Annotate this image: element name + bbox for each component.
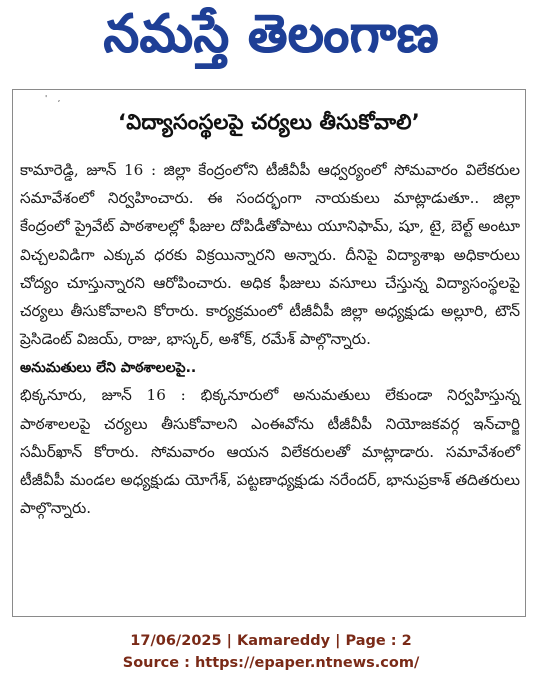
- masthead-title: నమస్తే తెలంగాణ: [103, 2, 439, 64]
- article-paragraph-2: భిక్కనూరు, జూన్ 16 : భిక్కనూరులో అనుమతులు లేకుండా నిర్వహిస్తున్న పాఠశాలలపై చర్యలు తీసుకోవాలని ఎంఈవోను టీజీవీపీ నియోజకవర్గ ఇన్‌చార్జి సమీర్‌ఖాన్ కోరారు. సోమవారం ఆయన విలేకరులతో మాట్లాడారు. సమావేశంలో టీజీవీపీ మండల అధ్యక్షుడు యోగేశ్, పట్టణాధ్యక్షుడు నరేందర్, భానుప్రకాశ్ తదితరులు పాల్గొన్నారు.: [20, 386, 520, 518]
- article-subheading: అనుమతులు లేని పాఠశాలలపై..: [20, 360, 197, 377]
- article-headline: ‘విద్యాసంస్థలపై చర్యలు తీసుకోవాలి’: [118, 110, 420, 134]
- footer-source-link[interactable]: Source : https://epaper.ntnews.com/: [122, 655, 420, 671]
- clipping-edge-mark: ' ,: [45, 94, 65, 103]
- article-body: [20, 156, 520, 522]
- article-paragraph-1: కామారెడ్డి, జూన్ 16 : జిల్లా కేంద్రంలోని టీజీవీపీ ఆధ్వర్యంలో సోమవారం విలేకరుల సమావేశంలో నిర్వహించారు. ఈ సందర్భంగా నాయకులు మాట్లాడుతూ.. జిల్లా కేంద్రంలో ప్రైవేట్ పాఠశాలల్లో ఫీజుల దోపిడీతోపాటు యూనిఫామ్, షూ, టై, బెల్ట్ అంటూ విచ్చలవిడిగా ఎక్కువ ధరకు విక్రయిన్నారని అన్నారు. దీనిపై విద్యాశాఖ అధికారులు చోద్యం చూస్తున్నారని ఆరోపించారు. అధిక ఫీజులు వసూలు చేస్తున్న విద్యాసంస్థలపై చర్యలు తీసుకోవాలని కోరారు. కార్యక్రమంలో టీజీవీపీ జిల్లా అధ్యక్షుడు అల్లూరి, టౌన్ ప్రెసిడెంట్ విజయ్, రాజు, భాస్కర్, అశోక్, రమేశ్ పాల్గొన్నారు.: [20, 161, 520, 349]
- footer-date-edition-page: 17/06/2025 | Kamareddy | Page : 2: [130, 633, 412, 649]
- article-clipping: [12, 89, 526, 617]
- newspaper-masthead: [0, 0, 542, 80]
